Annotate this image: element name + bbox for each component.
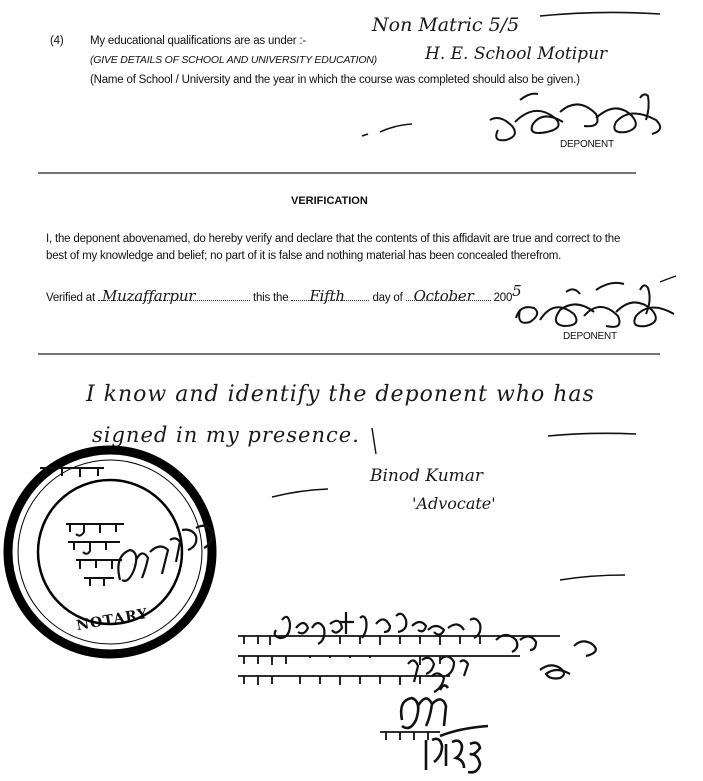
verification-statement: I, the deponent abovenamed, do hereby verify and declare that the contents of this affidavit are true and correct to the best of my knowledge and belief; no part of it is false and nothing material has been concealed therefrom. xyxy=(46,233,621,262)
notary-signature-bottom xyxy=(401,685,488,772)
day-of-label: day of xyxy=(372,292,403,304)
qualification-answer-2: H. E. School Motipur xyxy=(425,44,608,64)
deponent-label-bottom: DEPONENT xyxy=(563,331,617,342)
identification-line-2: signed in my presence. xyxy=(92,423,360,447)
qualification-instruction: (GIVE DETAILS OF SCHOOL AND UNIVERSITY EDUCATION) xyxy=(90,54,377,66)
verification-heading: VERIFICATION xyxy=(291,195,368,207)
deponent-label-top: DEPONENT xyxy=(560,139,614,150)
identification-line-1: I know and identify the deponent who has xyxy=(86,382,595,407)
place-value: Muzaffarpur xyxy=(101,287,196,305)
advocate-name: Binod Kumar xyxy=(370,466,484,486)
deponent-signature-bottom xyxy=(516,283,674,327)
pen-stroke xyxy=(548,433,636,436)
pen-stroke xyxy=(362,134,368,136)
year-suffix: 5 xyxy=(512,282,522,300)
year-prefix: 200 xyxy=(493,292,513,304)
item-number: (4) xyxy=(50,35,64,47)
month-value: October xyxy=(413,287,474,305)
notary-stamp-text: NOTARY xyxy=(75,605,150,635)
pen-stroke xyxy=(540,12,660,16)
qualification-intro: My educational qualifications are as under :- xyxy=(90,35,307,47)
pen-stroke xyxy=(660,276,676,282)
deponent-signature-top xyxy=(490,94,660,141)
qualification-note: (Name of School / University and the year in which the course was completed should also be given.) xyxy=(90,74,580,86)
pen-stroke xyxy=(272,489,328,497)
this-the-label: this the xyxy=(252,292,289,304)
pen-stroke xyxy=(372,428,376,454)
pen-stroke xyxy=(380,124,412,132)
verified-at-label: Verified at xyxy=(46,292,95,304)
seal-handwriting xyxy=(275,612,596,692)
notary-round-stamp xyxy=(8,450,212,654)
qualification-answer-1: Non Matric 5/5 xyxy=(372,14,520,36)
advocate-title: 'Advocate' xyxy=(412,494,496,513)
day-value: Fifth xyxy=(309,287,345,305)
pen-stroke xyxy=(560,575,625,580)
notary-seal-lines xyxy=(238,636,560,740)
